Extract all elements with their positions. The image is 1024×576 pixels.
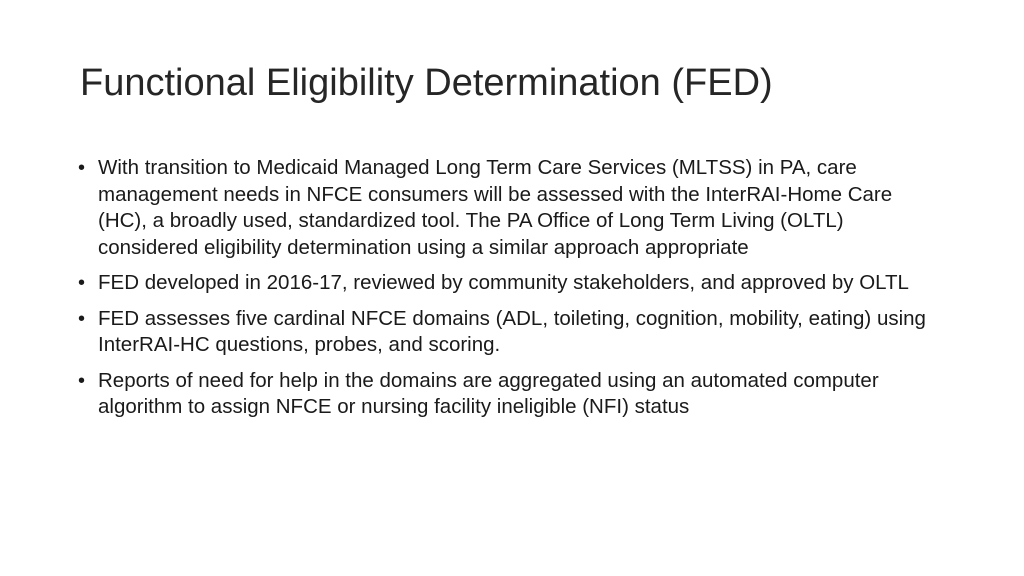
bullet-item-algorithm — [78, 368, 946, 421]
bullet-text: Reports of need for help in the domains are aggregated using an automated computer algorithm to assign NFCE or nursing facility ineligible (NFI) status — [98, 368, 879, 418]
bullet-dot-icon: • — [78, 307, 86, 330]
bullet-text: With transition to Medicaid Managed Long Term Care Services (MLTSS) in PA, care management needs in NFCE consumers will be assessed with the InterRAI-Home Care (HC), a broadly used, standardized tool. The PA Office of Long Term Living (OLTL) considered eligibility determination using a similar approach appropriate — [98, 156, 893, 259]
bullet-item-transition — [78, 155, 946, 261]
bullet-text: FED developed in 2016-17, reviewed by community stakeholders, and approved by OLTL — [98, 271, 909, 294]
slide-title: Functional Eligibility Determination (FED) — [80, 62, 773, 104]
bullet-list — [78, 155, 946, 430]
bullet-dot-icon: • — [78, 272, 86, 294]
bullet-item-domains — [78, 306, 946, 359]
bullet-dot-icon: • — [78, 369, 86, 392]
bullet-item-developed — [78, 270, 946, 297]
bullet-dot-icon: • — [78, 157, 86, 179]
bullet-text: FED assesses five cardinal NFCE domains (ADL, toileting, cognition, mobility, eating) using InterRAI-HC questions, probes, and scoring. — [98, 306, 926, 356]
